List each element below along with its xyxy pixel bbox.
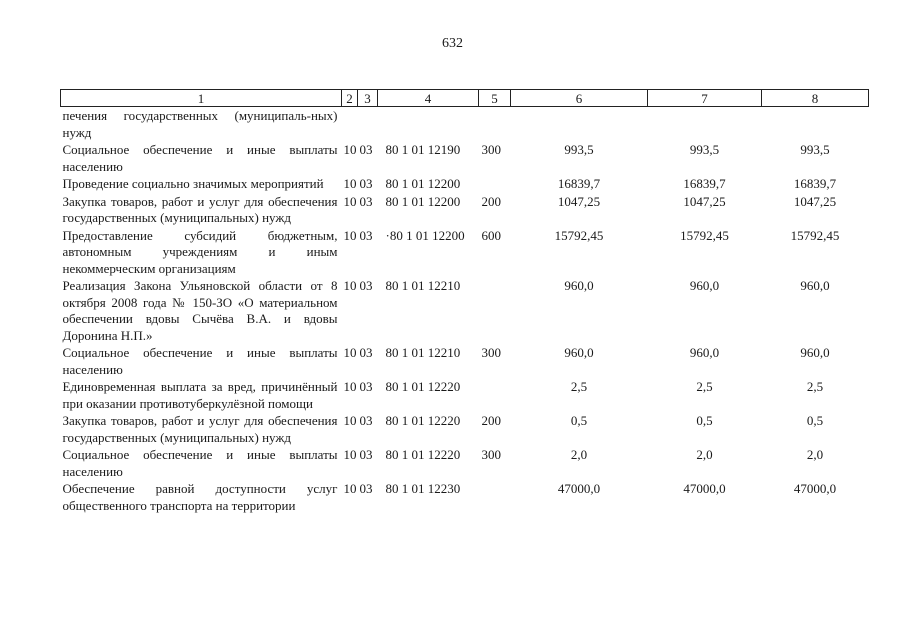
row-target-code: 80 1 01 12200 <box>385 176 461 191</box>
table-row <box>61 480 869 514</box>
header-col-7: 7 <box>648 90 762 107</box>
row-section <box>342 107 358 142</box>
row-target-code: 80 1 01 12230 <box>385 481 461 496</box>
row-section: 10 <box>343 345 357 360</box>
table-row <box>61 378 869 412</box>
row-subsection: 03 <box>359 413 373 428</box>
row-section: 10 <box>343 142 357 157</box>
row-name: печения государственных (муниципаль-ных) нужд <box>62 108 338 140</box>
row-value-col6: 15792,45 <box>554 227 604 243</box>
row-subsection: 03 <box>359 278 373 293</box>
header-col-2: 2 <box>342 90 358 107</box>
table-row <box>61 107 869 142</box>
row-expense-type: 200 <box>481 413 501 428</box>
table-row <box>61 141 869 175</box>
row-value-col8: 0,5 <box>806 413 824 428</box>
row-target-code: 80 1 01 12210 <box>385 345 461 360</box>
row-value-col8: 2,0 <box>806 447 824 462</box>
table-row <box>61 175 869 193</box>
row-expense-type <box>479 175 511 193</box>
row-value-col7: 2,5 <box>696 379 713 394</box>
row-subsection: 03 <box>359 447 373 462</box>
row-section: 10 <box>343 227 357 243</box>
row-subsection: 03 <box>359 379 373 394</box>
row-subsection: 03 <box>359 345 373 360</box>
row-value-col7: 960,0 <box>689 345 720 360</box>
row-value-col8: 1047,25 <box>793 193 837 209</box>
row-section: 10 <box>343 278 357 293</box>
row-name: Проведение социально значимых мероприятий <box>62 176 324 191</box>
row-value-col8: 960,0 <box>800 345 830 360</box>
row-value-col7: 47000,0 <box>683 481 726 496</box>
row-target-code: 80 1 01 12220 <box>385 413 461 428</box>
row-expense-type <box>479 378 511 412</box>
row-value-col7: 0,5 <box>696 413 713 428</box>
page-number: 632 <box>442 36 463 51</box>
row-value-col6: 16839,7 <box>557 176 601 191</box>
row-value-col7: 993,5 <box>689 142 720 157</box>
table-row <box>61 446 869 480</box>
row-value-col8: 15792,45 <box>790 227 840 243</box>
row-expense-type: 600 <box>481 227 501 243</box>
row-target-code: 80 1 01 12220 <box>385 447 461 462</box>
header-col-8: 8 <box>762 90 869 107</box>
table-row <box>61 277 869 344</box>
row-value-col6: 1047,25 <box>557 193 601 209</box>
row-expense-type <box>479 277 511 344</box>
row-value-col8: 47000,0 <box>793 481 837 496</box>
row-name: Закупка товаров, работ и услуг для обеспечения государственных (муниципальных) нужд <box>62 193 338 225</box>
budget-table <box>60 89 869 514</box>
row-value-col6: 960,0 <box>564 278 594 293</box>
row-value-col6: 0,5 <box>570 413 588 428</box>
header-col-6: 6 <box>511 90 648 107</box>
table-row <box>61 412 869 446</box>
row-value-col7: 2,0 <box>696 447 713 462</box>
row-name: Социальное обеспечение и иные выплаты населению <box>62 345 338 377</box>
row-value-col7: 15792,45 <box>680 227 729 243</box>
table-header-row <box>61 90 869 107</box>
row-section: 10 <box>343 379 357 394</box>
row-name: Обеспечение равной доступности услуг общественного транспорта на территории <box>62 481 338 513</box>
row-target-code: 80 1 01 12200 <box>385 193 461 209</box>
row-section: 10 <box>343 447 357 462</box>
row-section: 10 <box>343 481 357 496</box>
row-expense-type <box>479 107 511 142</box>
row-section: 10 <box>343 413 357 428</box>
row-expense-type: 300 <box>481 345 501 360</box>
header-col-1: 1 <box>61 90 342 107</box>
row-target-code: 80 1 01 12220 <box>385 379 461 394</box>
row-value-col6: 960,0 <box>564 345 594 360</box>
row-name: Предоставление субсидий бюджетным, автономным учреждениям и иным некоммерческим организациям <box>62 227 338 276</box>
row-target-code: 80 1 01 12210 <box>385 278 461 293</box>
table-row <box>61 227 869 278</box>
row-value-col8 <box>762 107 869 142</box>
row-name: Социальное обеспечение и иные выплаты населению <box>62 447 338 479</box>
row-expense-type: 300 <box>481 447 501 462</box>
row-target-code <box>378 107 479 142</box>
row-subsection: 03 <box>359 142 373 157</box>
row-subsection: 03 <box>359 193 373 209</box>
row-value-col6: 993,5 <box>564 142 594 157</box>
row-subsection: 03 <box>359 176 373 191</box>
row-name: Единовременная выплата за вред, причинённый при оказании противотуберкулёзной помощи <box>62 379 338 411</box>
row-value-col7 <box>648 107 762 142</box>
row-value-col7: 960,0 <box>689 278 720 293</box>
row-value-col8: 993,5 <box>800 142 830 157</box>
header-col-4: 4 <box>378 90 479 107</box>
row-section: 10 <box>343 193 357 209</box>
row-value-col8: 960,0 <box>800 278 830 293</box>
header-col-5: 5 <box>479 90 511 107</box>
row-value-col8: 2,5 <box>806 379 824 394</box>
row-expense-type <box>479 480 511 514</box>
row-section: 10 <box>343 176 357 191</box>
table-row <box>61 344 869 378</box>
row-subsection: 03 <box>359 481 373 496</box>
row-target-code: ·80 1 01 12200 <box>385 227 465 243</box>
row-value-col6: 2,5 <box>570 379 588 394</box>
table-row <box>61 193 869 227</box>
row-value-col6 <box>511 107 648 142</box>
row-value-col7: 1047,25 <box>683 193 726 209</box>
row-target-code: 80 1 01 12190 <box>385 142 461 157</box>
row-value-col8: 16839,7 <box>793 176 837 191</box>
row-value-col6: 2,0 <box>570 447 588 462</box>
row-value-col6: 47000,0 <box>557 481 601 496</box>
row-subsection: 03 <box>359 227 373 243</box>
row-subsection <box>358 107 378 142</box>
row-name: Социальное обеспечение и иные выплаты населению <box>62 142 338 174</box>
row-name: Реализация Закона Ульяновской области от 8 октября 2008 года № 150-ЗО «О материальном обеспечении вдовы Сычёва В.А. и вдовы Доронина Н.П.» <box>62 278 338 343</box>
row-name: Закупка товаров, работ и услуг для обеспечения государственных (муниципальных) нужд <box>62 413 338 445</box>
row-expense-type: 300 <box>481 142 501 157</box>
header-col-3: 3 <box>358 90 378 107</box>
row-expense-type: 200 <box>481 193 501 209</box>
row-value-col7: 16839,7 <box>683 176 726 191</box>
